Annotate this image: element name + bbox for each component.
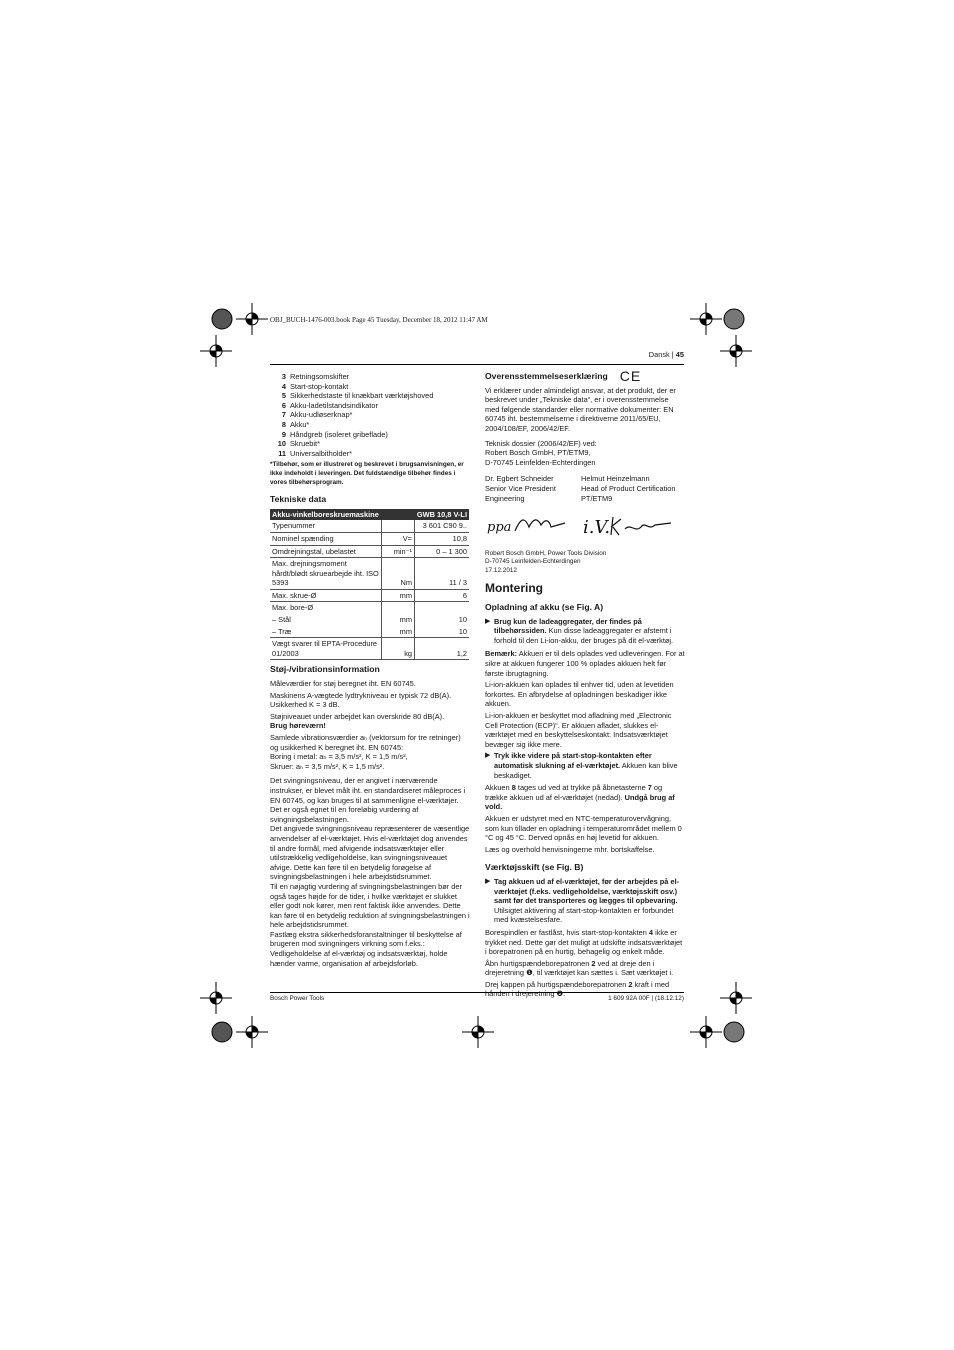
signatory-right: Head of Product Certification <box>581 483 676 493</box>
list-item: 11 Universalbitholder* <box>278 448 353 458</box>
noise-text: Det angivede svingningsniveau repræsenterer de væsentlige anvendelser af el-værktøjet. Hvis el-værktøjet dog anvendes til andre formål, med afvigende indsatsværktøjer eller utilstrækkelig vedligeholdelse, kan svingningsniveauet afvige. Dette kan føre til en betydelig forøgelse af svingningsbelastningen i hele arbejdstidsrummet. <box>270 824 470 882</box>
table-head-label: Akku-vinkelboreskruemaskine <box>270 509 415 521</box>
print-header: OBJ_BUCH-1476-003.book Page 45 Tuesday, December 18, 2012 11:47 AM <box>270 316 488 324</box>
noise-text: Måleværdier for støj beregnet iht. EN 60745. <box>270 679 416 689</box>
ce-mark-icon: CE <box>619 368 642 384</box>
accessory-note: *Tilbehør, som er illustreret og beskrevet i brugsanvisningen, er ikke indeholdt i leveringen. Det fuldstændige tilbehør findes i vores tilbehørsprogram. <box>270 461 464 486</box>
body-text: Åbn hurtigspændeborepatronen 2 ved at dreje den i drejeretning ❶, til værktøjet kan sættes i. Sæt værktøjet i. <box>485 958 674 978</box>
noise-text: Boring i metal: aₕ = 3,5 m/s², K = 1,5 m/s², <box>270 752 408 762</box>
signature-heinzelmann-path <box>611 517 671 535</box>
signatory-right: Helmut Heinzelmann <box>581 474 650 484</box>
table-row: Max. drejningsmoment hårdt/blødt skruearbejde iht. ISO 5393 Nm 11 / 3 <box>270 558 469 590</box>
dossier-line: Robert Bosch GmbH, PT/ETM9, <box>485 448 591 458</box>
registration-mark-icon <box>206 1016 238 1048</box>
note-label: Bemærk: <box>485 649 518 659</box>
noise-text: Fastlæg ekstra sikkerhedsforanstaltninger til beskyttelse af brugeren mod svingningers virkning som f.eks.: Vedligeholdelse af el-værktøj og indsatsværktøj, holde hænder varme, organisation af arbejdsforløb. <box>270 929 462 968</box>
registration-mark-icon <box>206 303 238 335</box>
bullet-item: ▶ Tag akkuen ud af el-værktøjet, før der arbejdes på el-værktøjet (f.eks. vedligeholdelse, værktøjsskift osv.) samt før det transporteres og lægges til opbevaring. Utilsigtet aktivering af start-stop-kontakten er forbundet med kvæstelsesfare. <box>485 876 680 925</box>
noise-text: Støjniveauet under arbejdet kan overskride 80 dB(A). <box>270 711 445 721</box>
company-line: 17.12.2012 <box>485 566 517 574</box>
bullet-item: ▶ Brug kun de ladeaggregater, der findes på tilbehørssiden. Kun disse ladeaggregater er afstemt i forhold til den Li-ion-akku, der bruges på dit el-værktøj. <box>485 616 674 645</box>
body-text: Li-ion-akkuen kan oplades til enhver tid, uden at levetiden forkortes. En afbrydelse af opladningen beskadiger ikke akkuen. <box>485 680 674 709</box>
footer-brand: Bosch Power Tools <box>270 995 325 1002</box>
signatory-left: Senior Vice President <box>485 483 556 493</box>
noise-heading: Støj-/vibrationsinformation <box>270 664 380 675</box>
bullet-item: ▶ Tryk ikke videre på start-stop-kontakten efter automatisk slukning af el-værktøjet. Akkuen kan blive beskadiget. <box>485 751 678 780</box>
section-heading-montering: Montering <box>485 580 543 595</box>
noise-text: Til en nøjagtig vurdering af svingningsbelastningen bør der også tages højde for de tider, i hvilke værktøjet er slukket eller godt nok kører, men rent faktisk ikke anvendes. Dette kan føre til en betydelig reduktion af svingningsbelastningen i hele arbejdstidsrummet. <box>270 881 470 930</box>
table-row: Omdrejningstal, ubelastet min⁻¹ 0 – 1 300 <box>270 545 469 558</box>
signature-ppa-text: ppa <box>487 520 512 536</box>
company-line: Robert Bosch GmbH, Power Tools Division <box>485 549 607 557</box>
table-row: Typenummer 3 601 C90 9.. <box>270 520 469 532</box>
table-row: Nominel spænding V= 10,8 <box>270 532 469 545</box>
charge-heading: Opladning af akku (se Fig. A) <box>485 602 604 613</box>
registration-mark-icon <box>718 1016 750 1048</box>
crosshair-icon <box>236 303 268 335</box>
triangle-icon: ▶ <box>485 752 491 760</box>
crosshair-icon <box>720 335 752 367</box>
table-row: Max. skrue-Ø mm 6 <box>270 589 469 602</box>
parts-list <box>270 372 470 458</box>
registration-mark-icon <box>718 303 750 335</box>
signatory-right: PT/ETM9 <box>581 493 613 503</box>
crosshair-icon <box>462 1016 494 1048</box>
body-text: Li-ion-akkuen er beskyttet mod afladning med „Electronic Cell Protection (ECP)“. Er akkuen afladet, slukkes el-værktøjet med en beskyttelseskontakt: Indsatsværktøjet bevæger sig ikke mere. <box>485 711 672 749</box>
list-item: 6 Akku-ladetilstandsindikator <box>281 400 378 410</box>
right-column <box>485 368 685 1001</box>
list-item: 8 Akku* <box>281 419 310 429</box>
table-head-model: GWB 10,8 V-LI <box>415 509 470 521</box>
signature-schneider-path <box>515 520 565 531</box>
hearing-warning: Brug høreværn! <box>270 721 326 731</box>
company-line: D-70745 Leinfelden-Echterdingen <box>485 558 581 566</box>
list-item: 3 Retningsomskifter <box>281 372 350 381</box>
crosshair-icon <box>200 335 232 367</box>
triangle-icon: ▶ <box>485 877 491 885</box>
dossier-line: Teknisk dossier (2006/42/EF) ved: <box>485 438 597 448</box>
body-text: Læs og overhold henvisningerne mhr. bortskaffelse. <box>485 844 655 854</box>
conformity-heading: Overensstemmelseserklæring CE <box>485 368 642 384</box>
signatory-left: Dr. Egbert Schneider <box>485 474 554 484</box>
tech-data-table <box>270 509 469 661</box>
noise-text: Maskinens A-vægtede lydtrykniveau er typisk 72 dB(A). Usikkerhed K = 3 dB. <box>270 690 452 710</box>
left-column <box>270 372 470 970</box>
crosshair-icon <box>720 982 752 1014</box>
crosshair-icon <box>200 982 232 1014</box>
triangle-icon: ▶ <box>485 617 491 625</box>
dossier-line: D-70745 Leinfelden-Echterdingen <box>485 457 596 467</box>
body-text: Akkuen 8 tages ud ved at trykke på åbnetasterne 7 og trække akkuen ud af el-værktøjet (nedad). Undgå brug af vold. <box>485 783 675 812</box>
list-item: 10 Skruebit* <box>277 439 320 449</box>
page-language: Dansk <box>648 350 670 359</box>
tool-change-heading: Værktøjsskift (se Fig. B) <box>485 862 584 873</box>
crosshair-icon <box>236 1016 268 1048</box>
body-text: Drej kappen på hurtigspændeborepatronen 2 kraft i med hånden i drejeretning ❷. <box>485 979 670 999</box>
list-item: 4 Start-stop-kontakt <box>281 381 349 391</box>
list-item: 7 Akku-udløserknap* <box>281 410 353 420</box>
signatures <box>485 509 685 539</box>
tech-data-heading: Tekniske data <box>270 494 327 505</box>
page-number: 45 <box>675 350 684 359</box>
list-item: 9 Håndgreb (isoleret gribeflade) <box>281 429 388 439</box>
list-item: 5 Sikkerhedstaste til knækbart værktøjshoved <box>281 391 434 401</box>
page-label: Dansk | 45 <box>270 350 684 365</box>
body-text: Borespindlen er fastlåst, hvis start-stop-kontakten 4 ikke er trykket ned. Dette gør det muligt at udskifte indsatsværktøjet i borepatronen på en hurtig, behagelig og enkelt måde. <box>485 927 683 957</box>
table-row: Vægt svarer til EPTA-Procedure 01/2003 kg 1,2 <box>270 638 469 660</box>
noise-text: Samlede vibrationsværdier aₕ (vektorsum for tre retninger) og usikkerhed K beregnet iht. EN 60745: <box>270 733 461 752</box>
page-footer <box>270 992 684 1002</box>
conformity-text: Vi erklærer under almindeligt ansvar, at det produkt, der er beskrevet under „Tekniske data“, er i overensstemmelse med følgende standarder eller normative dokumenter: EN 60745 iht. bestemmelserne i direktiverne 2011/65/EU, 2004/108/EF, 2006/42/EF. <box>485 385 676 433</box>
footer-doc-number: 1 609 92A 00F | (18.12.12) <box>608 995 684 1002</box>
noise-text: Skruer: aₕ = 3,5 m/s², K = 1,5 m/s². <box>270 761 385 771</box>
signature-iv-text: i.V. <box>583 517 611 539</box>
noise-text: Det svingningsniveau, der er angivet i nærværende instrukser, er blevet målt iht. en standardiseret måleproces i EN 60745, og kan bruges til at sammenligne el-værktøjer. Det er også egnet til en foreløbig vurdering af svingningsbelastningen. <box>270 776 466 824</box>
signatories <box>485 474 685 503</box>
signatory-left: Engineering <box>485 493 525 503</box>
note-text: Akkuen er til dels oplades ved udleveringen. For at sikre at akkuen fungerer 100 % oplades akkuen helt før første ibrugtagning. <box>485 649 685 678</box>
table-row: – Stål mm 10 <box>272 615 467 625</box>
table-row: – Træ mm 10 <box>270 626 469 638</box>
body-text: Akkuen er udstyret med en NTC-temperaturovervågning, som kun tillader en opladning i temperaturområdet mellem 0 °C og 45 °C. Derved opnås en høj levetid for akkuen. <box>485 813 682 843</box>
table-row: Max. bore-Ø <box>270 602 469 614</box>
